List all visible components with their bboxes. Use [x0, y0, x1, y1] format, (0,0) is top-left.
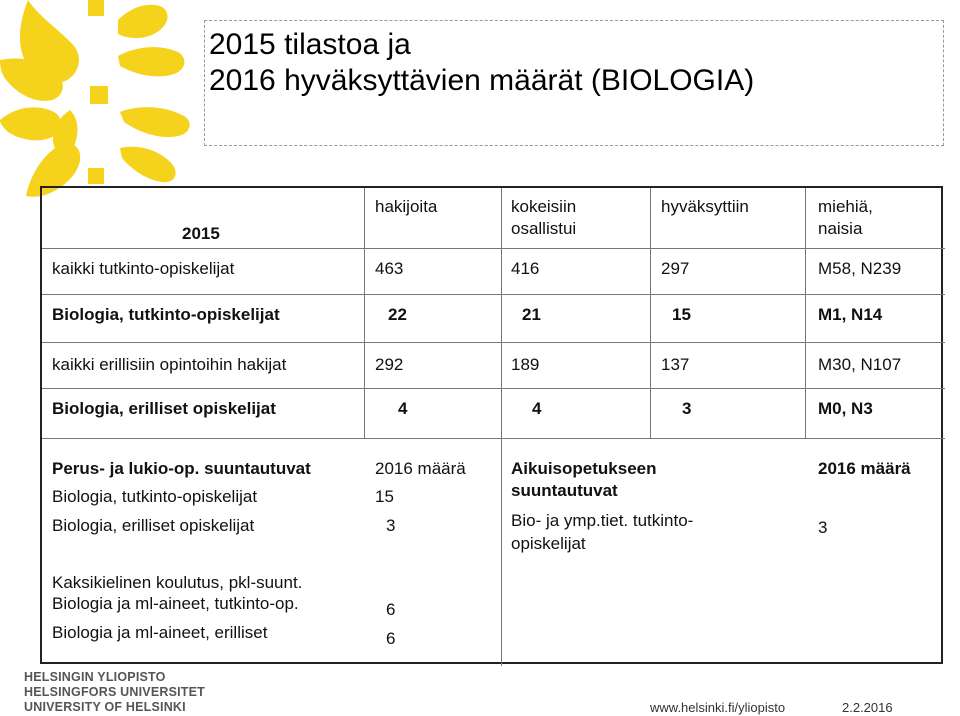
- lower-left-heading: Perus- ja lukio-op. suuntautuvat: [52, 459, 311, 478]
- lower-left-item-label: Biologia, tutkinto-opiskelijat: [52, 487, 258, 506]
- row-gender: M1, N14: [818, 305, 883, 324]
- footer-url: www.helsinki.fi/yliopisto: [650, 700, 786, 715]
- lower-left-item-amount: 3: [386, 516, 396, 535]
- header-attended-line2: osallistui: [511, 219, 577, 238]
- row-attended: 189: [511, 355, 540, 374]
- lower-right-heading-amount: 2016 määrä: [818, 459, 911, 478]
- row-applicants: 4: [398, 399, 408, 418]
- footer-date: 2.2.2016: [842, 700, 893, 715]
- lower-right-item-label-line2: opiskelijat: [511, 534, 586, 553]
- row-applicants: 463: [375, 259, 404, 278]
- row-divider: [42, 248, 945, 249]
- row-divider: [42, 388, 945, 389]
- header-accepted: hyväksyttiin: [661, 197, 749, 216]
- bilingual-heading: Kaksikielinen koulutus, pkl-suunt.: [52, 573, 303, 592]
- title-line-1: 2015 tilastoa ja: [209, 28, 411, 61]
- row-divider: [42, 342, 945, 343]
- logo-line: UNIVERSITY OF HELSINKI: [24, 700, 186, 714]
- bilingual-item-amount: 6: [386, 600, 396, 619]
- title-line-2: 2016 hyväksyttävien määrät (BIOLOGIA): [209, 64, 755, 97]
- statistics-table: [40, 186, 943, 664]
- bilingual-item-amount: 6: [386, 629, 396, 648]
- logo-line: HELSINGFORS UNIVERSITET: [24, 685, 206, 699]
- header-applicants: hakijoita: [375, 197, 438, 216]
- row-label: Biologia, tutkinto-opiskelijat: [52, 305, 280, 324]
- university-name-logo: [24, 670, 205, 715]
- column-divider: [805, 188, 806, 438]
- row-divider: [42, 294, 945, 295]
- header-attended-line1: kokeisiin: [511, 197, 577, 216]
- row-gender: M0, N3: [818, 399, 873, 418]
- row-gender: M30, N107: [818, 355, 902, 374]
- row-accepted: 3: [682, 399, 692, 418]
- lower-right-item-label-line1: Bio- ja ymp.tiet. tutkinto-: [511, 511, 694, 530]
- column-divider: [364, 188, 365, 438]
- header-gender-line1: miehiä,: [818, 197, 873, 216]
- row-accepted: 15: [672, 305, 691, 324]
- row-attended: 21: [522, 305, 541, 324]
- lower-right-heading-line1: Aikuisopetukseen: [511, 459, 657, 478]
- row-attended: 4: [532, 399, 542, 418]
- column-divider: [650, 188, 651, 438]
- bilingual-item-label: Biologia ja ml-aineet, tutkinto-op.: [52, 594, 299, 613]
- header-year: 2015: [182, 224, 220, 243]
- row-attended: 416: [511, 259, 540, 278]
- row-applicants: 22: [388, 305, 407, 324]
- row-label: kaikki erillisiin opintoihin hakijat: [52, 355, 287, 374]
- title-box: [204, 20, 944, 146]
- row-gender: M58, N239: [818, 259, 902, 278]
- logo-line: HELSINGIN YLIOPISTO: [24, 670, 166, 684]
- row-divider: [42, 438, 945, 439]
- row-accepted: 297: [661, 259, 690, 278]
- row-accepted: 137: [661, 355, 690, 374]
- column-divider: [501, 188, 502, 666]
- university-flame-logo-icon: [0, 0, 200, 200]
- header-gender-line2: naisia: [818, 219, 863, 238]
- lower-left-heading-amount: 2016 määrä: [375, 459, 466, 478]
- lower-left-item-amount: 15: [375, 487, 394, 506]
- row-label: Biologia, erilliset opiskelijat: [52, 399, 276, 418]
- lower-right-item-amount: 3: [818, 518, 828, 537]
- bilingual-item-label: Biologia ja ml-aineet, erilliset: [52, 623, 268, 642]
- lower-left-item-label: Biologia, erilliset opiskelijat: [52, 516, 255, 535]
- row-applicants: 292: [375, 355, 404, 374]
- row-label: kaikki tutkinto-opiskelijat: [52, 259, 235, 278]
- lower-right-heading-line2: suuntautuvat: [511, 481, 618, 500]
